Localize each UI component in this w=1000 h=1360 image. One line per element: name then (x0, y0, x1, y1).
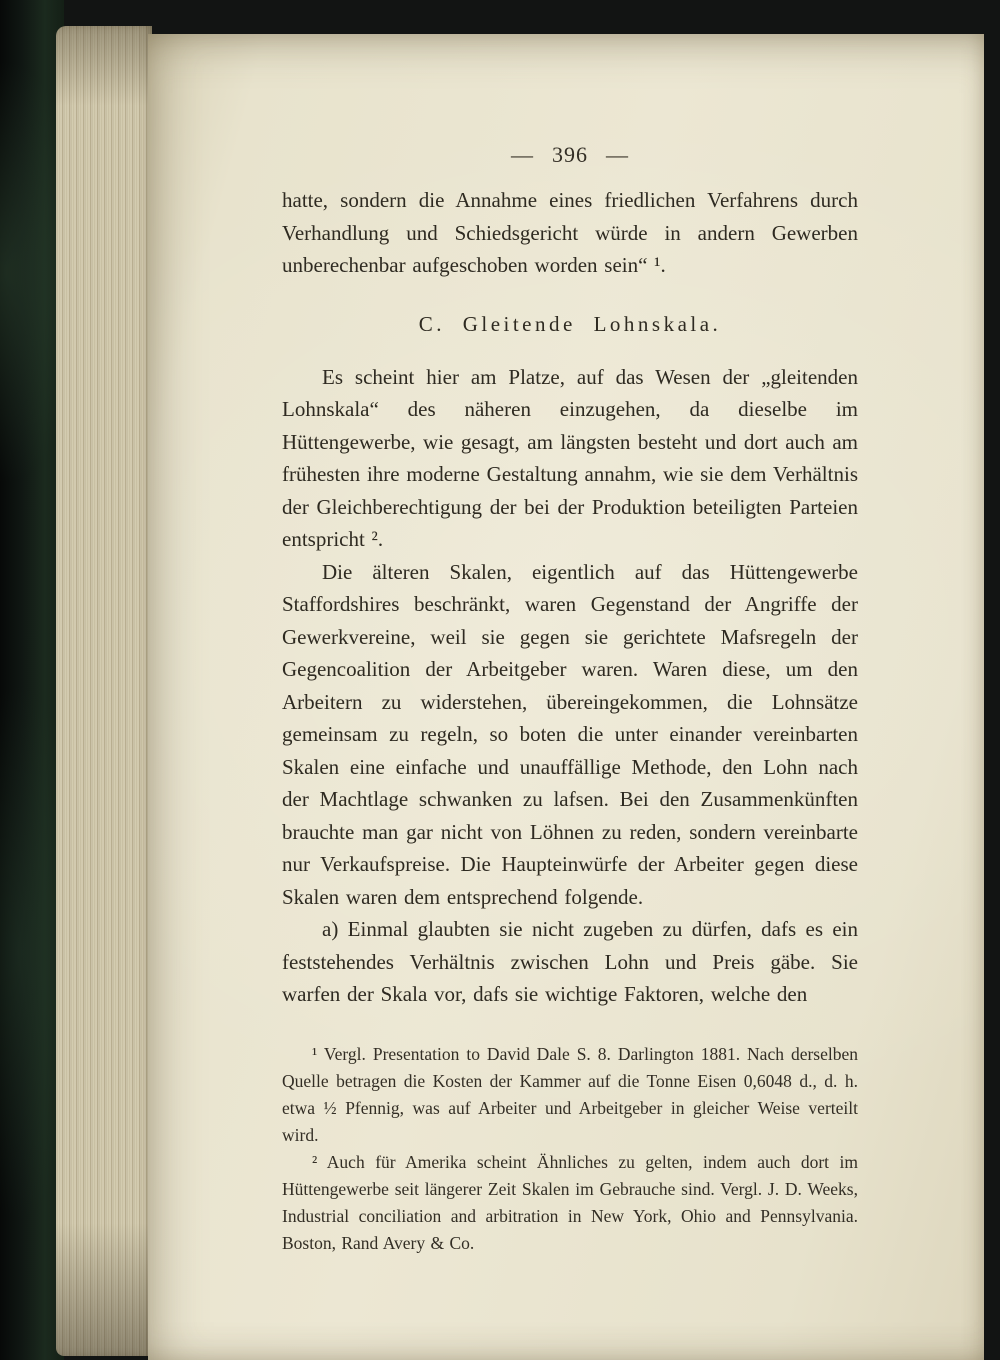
page-number-dash-right: — (606, 142, 629, 167)
book-page (148, 34, 984, 1360)
footnote: ² Auch für Amerika scheint Ähnliches zu gelten, indem auch dort im Hüttengewerbe seit längerer Zeit Skalen im Gebrauche sind. Vergl. J. D. Weeks, Industrial conciliation and arbitration in New York, Ohio and Pennsylvania. Boston, Rand Avery & Co. (282, 1151, 858, 1253)
page-number: 396 (552, 142, 588, 167)
body-paragraph: Es scheint hier am Platze, auf das Wesen der „gleitenden Lohnskala“ des näheren einzugehen, da dieselbe im Hüttengewerbe, wie gesagt, am längsten besteht und dort auch am frühesten ihre moderne Gestaltung annahm, wie sie dem Verhältnis der Gleichberechtigung der bei der Produktion beteiligten Parteien entspricht ². (282, 364, 858, 551)
section-heading: C. Gleitende Lohnskala. (418, 311, 722, 336)
book-cover-spine (0, 0, 64, 1360)
footnotes-section (282, 1041, 858, 1257)
body-paragraph: Die älteren Skalen, eigentlich auf das Hüttengewerbe Staffordshires beschränkt, waren Gegenstand der Angriffe der Gewerkvereine, weil sie gegen sie gerichtete Mafsregeln der Gegencoalition der Arbeitgeber waren. Waren diese, um den Arbeitern zu widerstehen, übereingekommen, die Lohnsätze gemeinsam zu regeln, so boten die unter einander vereinbarten Skalen eine einfache und unauffällige Methode, den Lohn nach der Machtlage schwanken zu lafsen. Bei den Zusammenkünften brauchte man gar nicht von Löhnen zu reden, sondern vereinbarte nur Verkaufspreise. Die Haupteinwürfe der Arbeiter gegen diese Skalen waren dem entsprechend folgende. (282, 559, 858, 909)
page-header (282, 142, 858, 168)
page-number-dash-left: — (511, 142, 534, 167)
paragraph-continuation: hatte, sondern die Annahme eines friedlichen Verfahrens durch Verhandlung und Schiedsgericht würde in andern Gewerben unberechenbar aufgeschoben worden sein“ ¹. (282, 188, 858, 277)
stacked-page-edges (56, 26, 152, 1356)
footnote: ¹ Vergl. Presentation to David Dale S. 8. Darlington 1881. Nach derselben Quelle betragen die Kosten der Kammer auf die Tonne Eisen 0,6048 d., d. h. etwa ½ Pfennig, was auf Arbeiter und Arbeitgeber in gleicher Weise verteilt wird. (282, 1043, 858, 1145)
text-column (282, 34, 858, 1257)
body-paragraph: a) Einmal glaubten sie nicht zugeben zu dürfen, dafs es ein feststehendes Verhältnis zwischen Lohn und Preis gäbe. Sie warfen der Skala vor, dafs sie wichtige Faktoren, welche den (282, 917, 858, 1006)
